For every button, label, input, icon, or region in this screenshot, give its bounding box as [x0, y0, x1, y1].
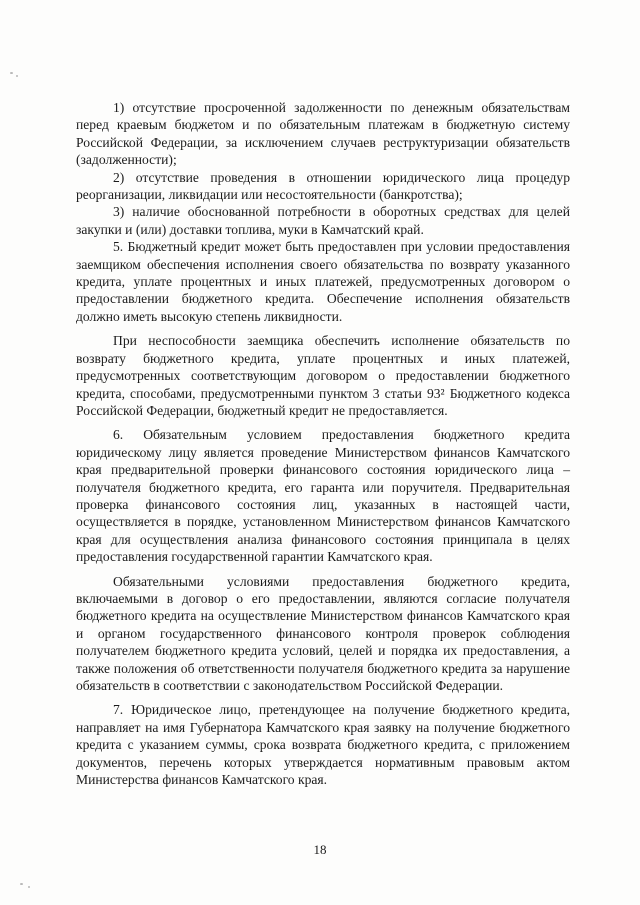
scan-speck [28, 886, 30, 888]
scan-speck [20, 883, 23, 885]
paragraph: При неспособности заемщика обеспечить исполнение обязательств по возврату бюджетного кредита, уплате процентных и иных платежей, предусмотренных соответствующим договором о предоставлении бюджетного кредита, способами, предусмотренными пунктом 3 статьи 93² Бюджетного кодекса Российской Федерации, бюджетный кредит не предоставляется. [76, 333, 570, 418]
paragraph: 2) отсутствие проведения в отношении юридического лица процедур реорганизации, ликвидации или несостоятельности (банкротства); [76, 169, 570, 203]
paragraph: 1) отсутствие просроченной задолженности по денежным обязательствам перед краевым бюджетом и по обязательным платежам в бюджетную систему Российской Федерации, за исключением случаев реструктуризации обязательств (задолженности); [76, 100, 570, 168]
scan-speck [16, 75, 18, 77]
paragraph: 3) наличие обоснованной потребности в оборотных средствах для целей закупки и (или) доставки топлива, муки в Камчатский край. [76, 204, 570, 237]
page-number: 18 [313, 842, 327, 857]
paragraph: 7. Юридическое лицо, претендующее на получение бюджетного кредита, направляет на имя Губернатора Камчатского края заявку на получение бюджетного кредита с указанием суммы, срока возврата бюджетного кредита, с приложением документов, перечень которых утверждается нормативным правовым актом Министерства финансов Камчатского края. [76, 702, 570, 788]
paragraph: 5. Бюджетный кредит может быть предоставлен при условии предоставления заемщиком обеспечения исполнения своего обязательства по возврату указанного кредита, уплате процентных и иных платежей, предусмотренных договором о предоставлении бюджетного кредита. Обеспечение исполнения обязательств должно иметь высокую степень ликвидности. [76, 239, 570, 324]
paragraph: Обязательными условиями предоставления бюджетного кредита, включаемыми в договор о его предоставлении, являются согласие получателя бюджетного кредита на осуществление Министерством финансов Камчатского края и органом государственного финансового контроля проверок соблюдения получателем бюджетного кредита условий, целей и порядка их предоставления, а также положения об ответственности получателя бюджетного кредита за нарушение обязательств в соответствии с законодательством Российской Федерации. [76, 573, 570, 693]
document-body [76, 99, 570, 788]
scan-speck [10, 72, 13, 74]
paragraph: 6. Обязательным условием предоставления бюджетного кредита юридическому лицу является проведение Министерством финансов Камчатского края предварительной проверки финансового состояния юридического лица – получателя бюджетного кредита, его гаранта или поручителя. Предварительная проверка финансового состояния лиц, указанных в настоящей части, осуществляется в порядке, установленном Министерством финансов Камчатского края для осуществления анализа финансового состояния принципала в целях предоставления государственной гарантии Камчатского края. [76, 427, 570, 565]
